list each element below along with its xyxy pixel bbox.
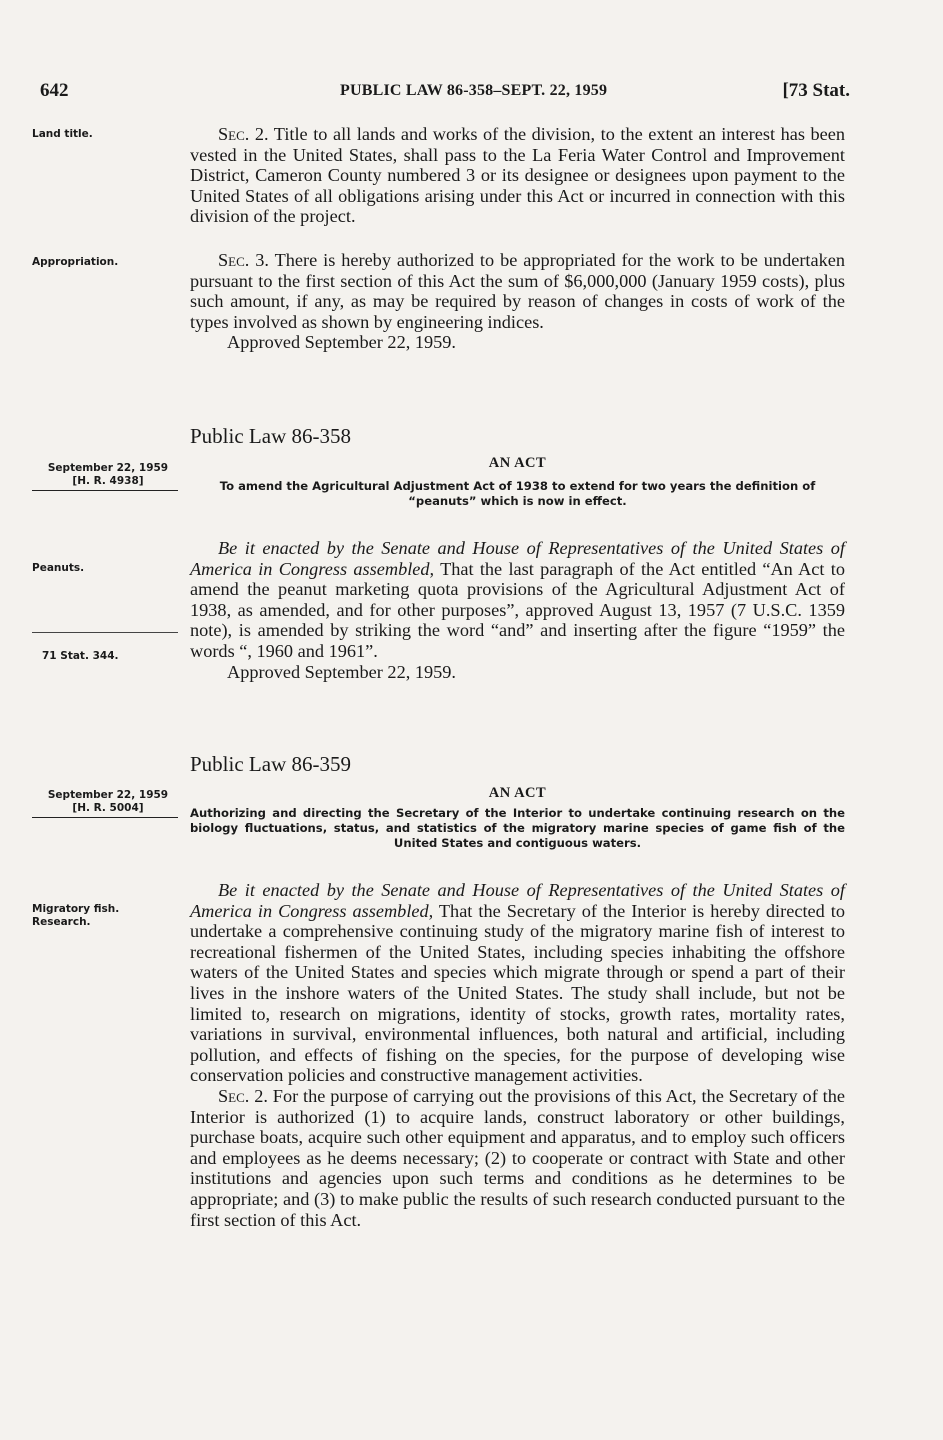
- margin-note-land-title: Land title.: [32, 128, 93, 140]
- margin-note-migratory-fish: Migratory fish. Research.: [32, 903, 120, 928]
- section-text: Title to all lands and works of the division, to the extent an interest has been vested in the United States, shall pass to the La Feria Water Control and Improvement District, Cameron County numbered 3 or its designee or designees upon payment to the United States of all obligations arising under this Act or incurred in connection with this division of the project.: [190, 124, 845, 227]
- law-359-purpose: Authorizing and directing the Secretary of the Interior to undertake continuing research on the biology fluctuations, status, and statistics of the migratory marine species of game fish of the United States and contiguous waters.: [190, 806, 845, 850]
- margin-rule: [32, 817, 178, 818]
- law-358-purpose: To amend the Agricultural Adjustment Act of 1938 to extend for two years the definition of “peanuts” which is now in effect.: [219, 479, 816, 508]
- header-title: PUBLIC LAW 86-358–SEPT. 22, 1959: [340, 82, 608, 99]
- section-label: Sec. 2.: [218, 1085, 268, 1106]
- law-358-body: [190, 538, 845, 682]
- margin-note-stat-ref: 71 Stat. 344.: [42, 650, 119, 662]
- margin-note-peanuts: Peanuts.: [32, 562, 85, 574]
- prev-law-section-2: [190, 124, 845, 227]
- law-358-title: Public Law 86-358: [190, 424, 351, 448]
- margin-note-law359-date: September 22, 1959 [H. R. 5004]: [47, 789, 169, 814]
- law-text: That the Secretary of the Interior is hereby directed to undertake a comprehensive continuing study of the migratory marine fish of interest to recreational fishermen of the United States, including species inhabiting the offshore waters of the United States and species which migrate through or spend a part of their lives in the inshore waters of the United States. The study shall include, but not be limited to, research on migrations, identity of stocks, growth rates, mortality rates, variations in survival, environmental influences, both natural and artificial, including pollution, and effects of fishing on the species, for the purpose of developing wise conservation policies and constructive management activities.: [190, 900, 845, 1086]
- running-header: [40, 80, 850, 108]
- law-359-body: [190, 880, 845, 1230]
- margin-note-appropriation: Appropriation.: [32, 256, 119, 268]
- page-number: 642: [40, 80, 69, 101]
- law-358-an-act: AN ACT: [488, 455, 547, 471]
- section-label: Sec. 3.: [218, 250, 269, 270]
- margin-rule: [32, 632, 178, 633]
- margin-rule: [32, 490, 178, 491]
- law-359-title: Public Law 86-359: [190, 752, 351, 776]
- enacting-clause: Be it enacted by the Senate and House of Representatives of the United States of America in Congress assembled,: [190, 880, 845, 921]
- margin-note-law358-date: September 22, 1959 [H. R. 4938]: [47, 462, 169, 487]
- approval-line: Approved September 22, 1959.: [227, 661, 456, 682]
- section-text: For the purpose of carrying out the provisions of this Act, the Secretary of the Interior is authorized (1) to acquire lands, construct laboratory or other buildings, purchase boats, acquire such other equipment and apparatus, and to employ such officers and employees as he deems necessary; (2) to cooperate or contract with State and other institutions and agencies upon such terms and conditions as he determines to be appropriate; and (3) to make public the results of such research conducted pursuant to the first section of this Act.: [190, 1085, 845, 1230]
- enacting-clause: Be it enacted by the Senate and House of Representatives of the United States of America in Congress assembled,: [190, 538, 845, 579]
- volume-reference: [73 Stat.: [782, 80, 850, 101]
- approval-line: Approved September 22, 1959.: [227, 332, 456, 353]
- law-text: That the last paragraph of the Act entitled “An Act to amend the peanut marketing quota provisions of the Agricultural Adjustment Act of 1938, as amended, and for other purposes”, approved August 13, 1957 (7 U.S.C. 1359 note), is amended by striking the word “and” and inserting after the figure “1959” the words “, 1960 and 1961”.: [190, 558, 845, 661]
- section-label: Sec. 2.: [218, 124, 269, 144]
- section-text: There is hereby authorized to be appropriated for the work to be undertaken pursuant to the first section of this Act the sum of $6,000,000 (January 1959 costs), plus such amount, if any, as may be required by reason of changes in costs of work of the types involved as shown by engineering indices.: [190, 250, 846, 332]
- prev-law-section-3: [190, 250, 845, 353]
- law-359-an-act: AN ACT: [488, 785, 547, 801]
